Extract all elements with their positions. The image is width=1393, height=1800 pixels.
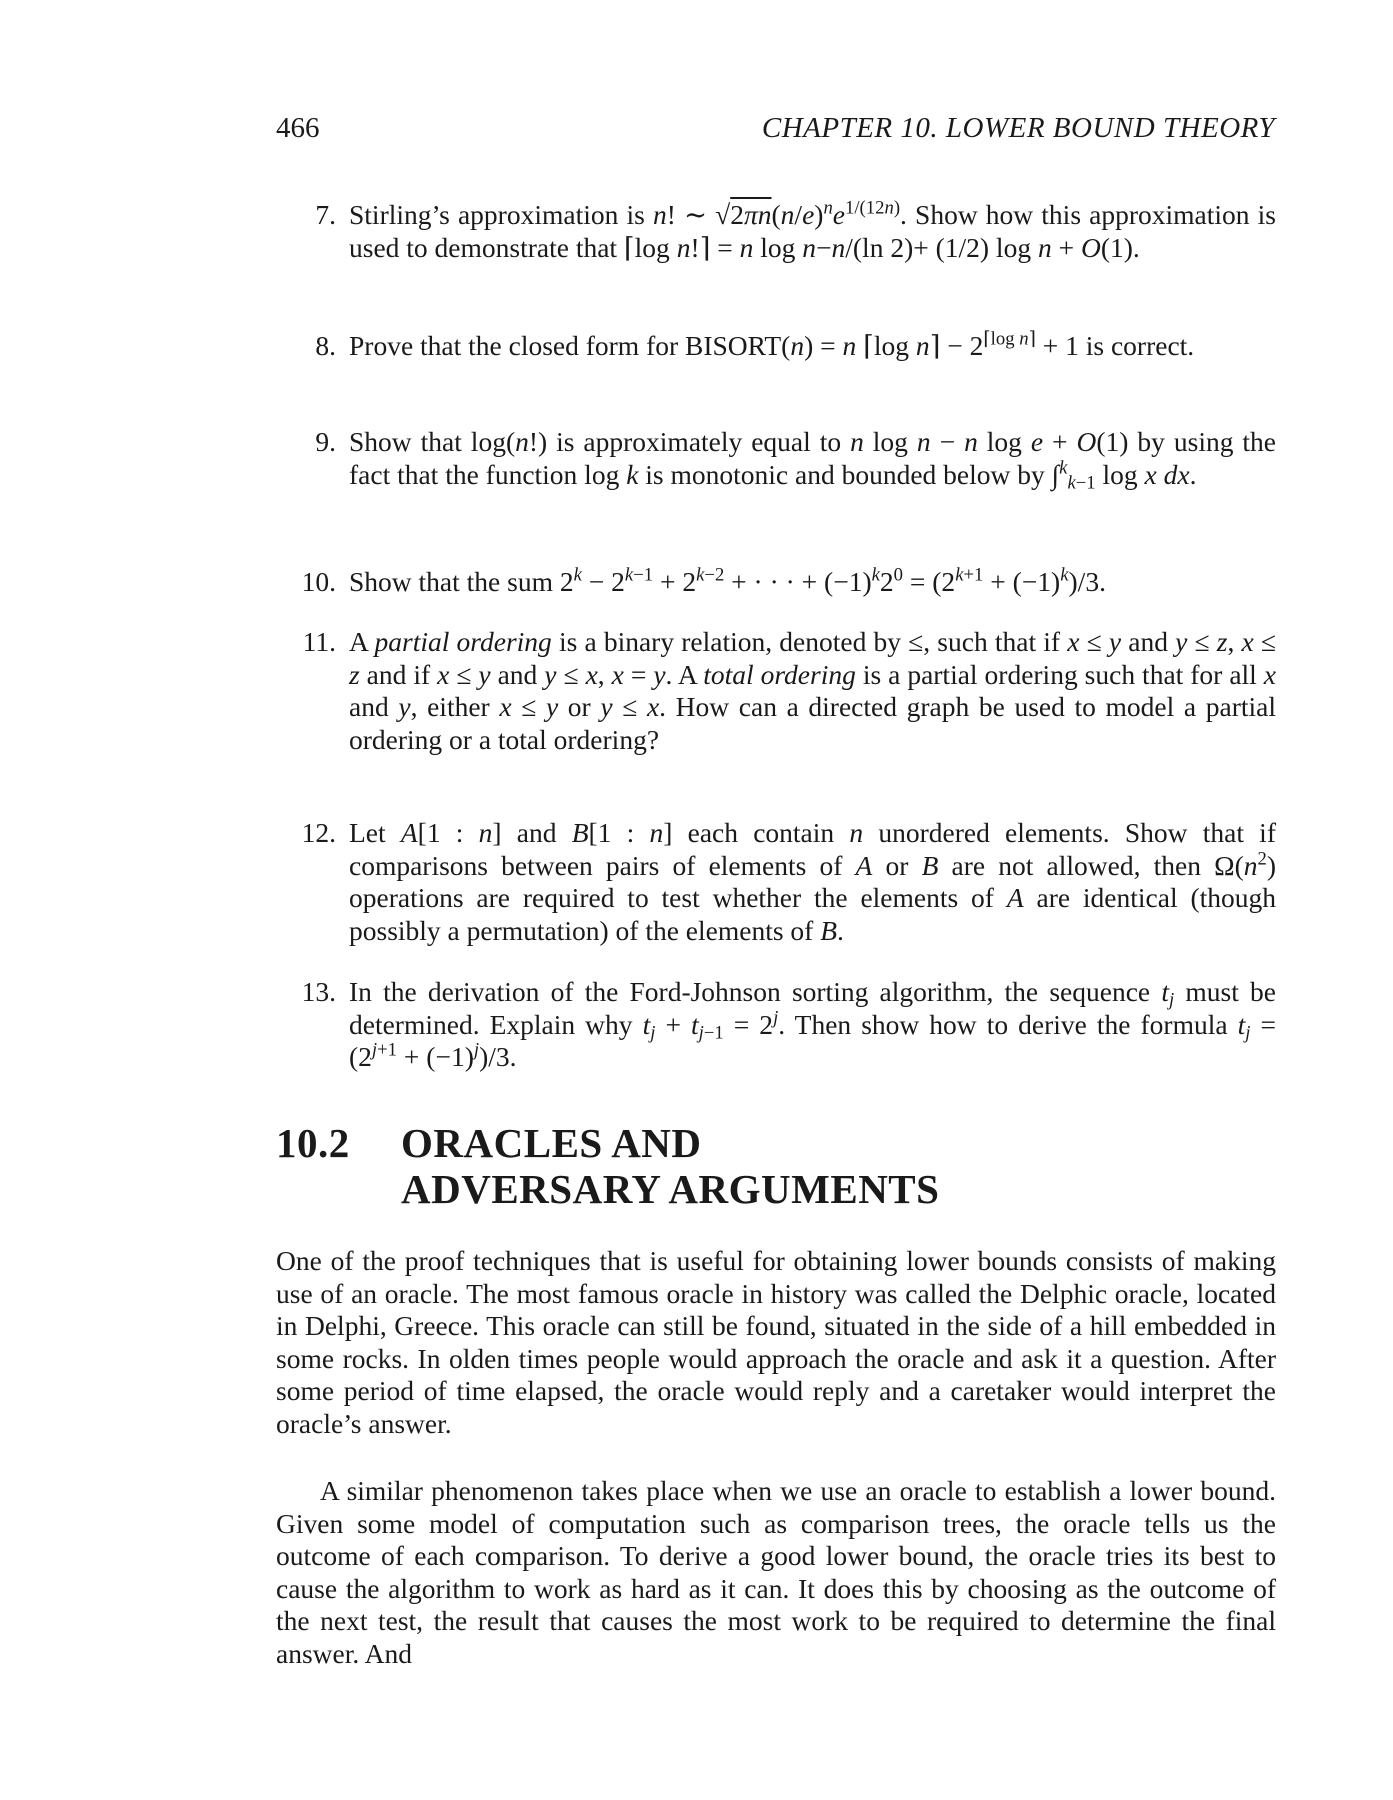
exercise-number: 11. (302, 626, 336, 657)
exercise-text: A partial ordering is a binary relation, denoted by ≤, such that if x ≤ y and y ≤ z, x ≤ z and if x ≤ y and y ≤ x, x = y. A total ordering is a partial ordering such that for all x and y, either x ≤ y or y ≤ x. How can a directed graph be used to model a partial ordering or a total ordering? (349, 626, 1277, 755)
section-title (401, 1120, 939, 1212)
exercise-text: Let A[1 : n] and B[1 : n] each contain n unordered elements. Show that if comparisons between pairs of elements of A or B are not allowed, then $\Omega(n^2)$ operations are required to test whether the elements of A are identical (though possibly a permutation) of the elements of B. (349, 817, 1276, 946)
page-header (276, 108, 1275, 148)
exercise-number: 10. (301, 566, 336, 597)
exercise-10 (276, 566, 1276, 599)
body-paragraph-1: One of the proof techniques that is useful for obtaining lower bounds consists of making use of an oracle. The most famous oracle in history was called the Delphic oracle, located in Delphi, Greece. This oracle can still be found, situated in the side of a hill embedded in some rocks. In olden times people would approach the oracle and ask it a question. After some period of time elapsed, the oracle would reply and a caretaker would interpret the oracle’s answer. (276, 1245, 1276, 1439)
exercise-9 (276, 426, 1277, 494)
exercise-number: 12. (301, 817, 336, 848)
section-title-line-1: ORACLES AND (401, 1120, 702, 1166)
exercise-number: 7. (315, 199, 336, 230)
exercise-7 (276, 199, 1276, 264)
section-title-line-2: ADVERSARY ARGUMENTS (401, 1166, 940, 1212)
exercise-13 (276, 976, 1276, 1074)
exercise-text: Prove that the closed form for BISORT(n) = n ⌈log n⌉ − $2^{⌈log n⌉} + 1$ is correct. (349, 328, 1195, 361)
exercise-12 (276, 817, 1276, 947)
exercise-text: Stirling’s approximation is n! ∼ $√2\pi n(n/e)^ne^{1/(12n)}$. Show how this approximation is used to demonstrate that ⌈log n!⌉ = n log n−n/(ln 2)+ (1/2) log n + O(1). (349, 197, 1276, 263)
body-paragraph-2: A similar phenomenon takes place when we use an oracle to establish a lower bound. Given some model of computation such as comparison trees, the oracle tells us the outcome of each comparison. To derive a good lower bound, the oracle tries its best to cause the algorithm to work as hard as it can. It does this by choosing as the outcome of the next test, the result that causes the most work to be required to determine the final answer. And (276, 1475, 1276, 1669)
exercise-text: In the derivation of the Ford-Johnson sorting algorithm, the sequence $t_j$ must be determined. Explain why $t_j + t_{j-1} = 2^j$. Then show how to derive the formula $t_j = (2^{j+1} + (-1)^j)/3$. (349, 976, 1276, 1072)
section-number: 10.2 (276, 1120, 350, 1166)
exercise-8 (276, 330, 1276, 363)
page-number: 466 (276, 112, 320, 144)
exercise-number: 8. (315, 330, 336, 361)
exercise-11 (276, 626, 1276, 756)
exercise-text: Show that log(n!) is approximately equal to n log n − n log e + O(1) by using the fact that the function log k is monotonic and bounded below by ∫$^k_{k-1}$ log x dx. (349, 426, 1277, 494)
exercise-text: Show that the sum $2^k - 2^{k-1} + 2^{k-2}$ + · · · + $(-1)^k2^0 = (2^{k+1} + (-1)^k)/3$. (349, 564, 1106, 597)
exercise-number: 13. (301, 976, 336, 1007)
exercise-number: 9. (315, 426, 336, 457)
running-title: CHAPTER 10. LOWER BOUND THEORY (761, 112, 1275, 144)
